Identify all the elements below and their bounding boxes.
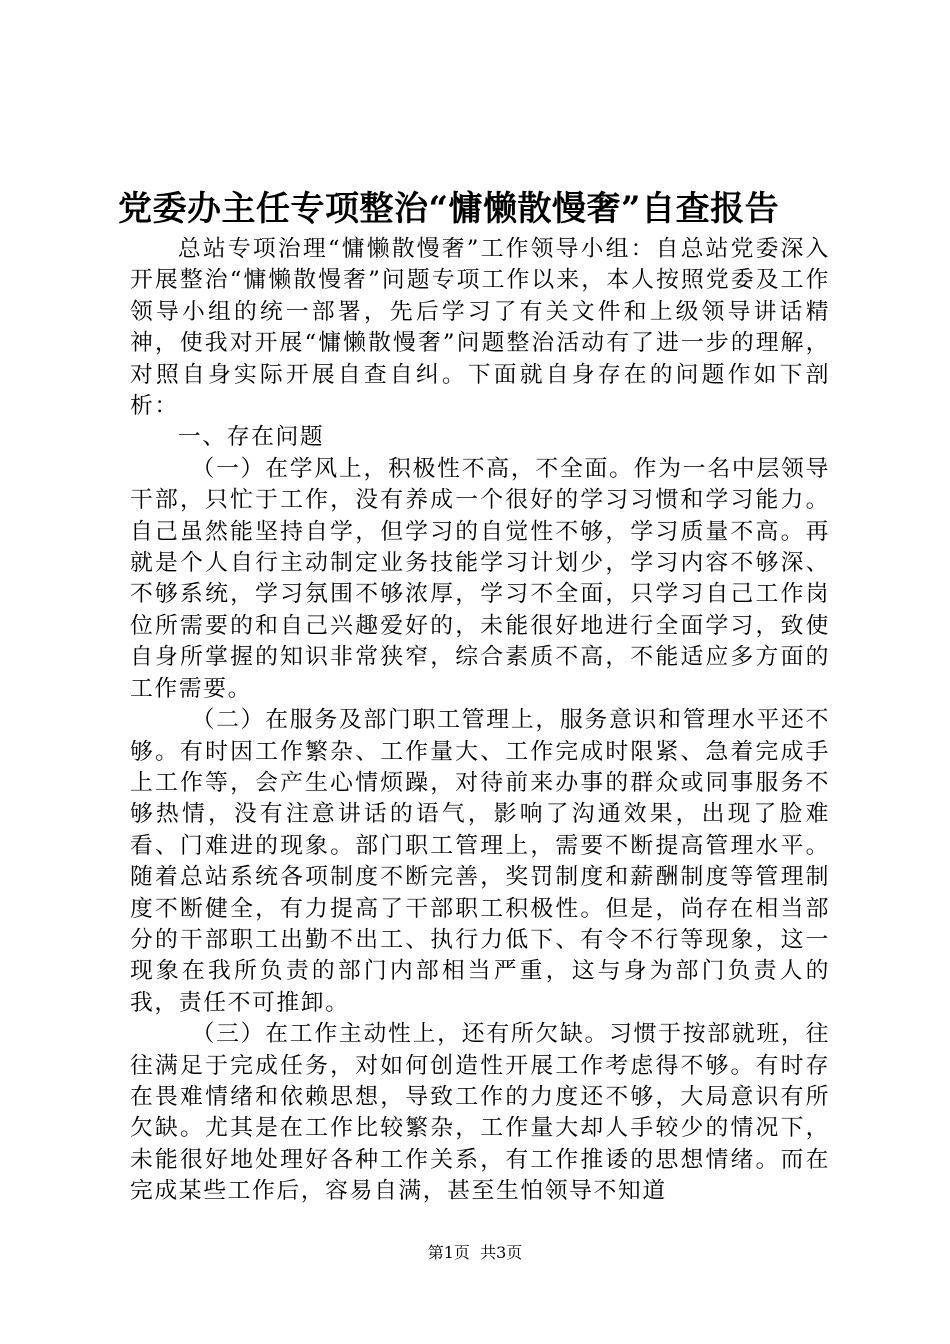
page-footer (0, 1242, 950, 1264)
document-body (130, 234, 830, 1208)
page-number: 第1页 (427, 1243, 470, 1262)
document-title: 党委办主任专项整治“慵懒散慢奢”自查报告 (118, 189, 780, 229)
section-heading: 一、存在问题 (177, 424, 325, 451)
page-total: 共3页 (480, 1243, 523, 1262)
intro-paragraph: 总站专项治理“慵懒散慢奢”工作领导小组：自总站党委深入开展整治“慵懒散慢奢”问题专项工作以来，本人按照党委及工作领导小组的统一部署，先后学习了有关文件和上级领导讲话精神，使我对开展“慵懒散慢奢”问题整治活动有了进一步的理解，对照自身实际开展自查自纠。下面就自身存在的问题作如下剖析： (130, 236, 830, 420)
issue-paragraph-3: （三）在工作主动性上，还有所欠缺。习惯于按部就班，往往满足于完成任务，对如何创造性开展工作考虑得不够。有时存在畏难情绪和依赖思想，导致工作的力度还不够，大局意识有所欠缺。尤其是在工作比较繁杂，工作量大却人手较少的情况下，未能很好地处理好各种工作关系，有工作推诿的思想情绪。而在完成某些工作后，容易自满，甚至生怕领导不知道 (130, 1021, 830, 1205)
issue-paragraph-1: （一）在学风上，积极性不高，不全面。作为一名中层领导干部，只忙于工作，没有养成一个很好的学习习惯和学习能力。自己虽然能坚持自学，但学习的自觉性不够，学习质量不高。再就是个人自行主动制定业务技能学习计划少，学习内容不够深、不够系统，学习氛围不够浓厚，学习不全面，只学习自己工作岗位所需要的和自己兴趣爱好的，未能很好地进行全面学习，致使自身所掌握的知识非常狭窄，综合素质不高，不能适应多方面的工作需要。 (130, 455, 830, 702)
issue-paragraph-2: （二）在服务及部门职工管理上，服务意识和管理水平还不够。有时因工作繁杂、工作量大、工作完成时限紧、急着完成手上工作等，会产生心情烦躁，对待前来办事的群众或同事服务不够热情，没有注意讲话的语气，影响了沟通效果，出现了脸难看、门难进的现象。部门职工管理上，需要不断提高管理水平。随着总站系统各项制度不断完善，奖罚制度和薪酬制度等管理制度不断健全，有力提高了干部职工积极性。但是，尚存在相当部分的干部职工出勤不出工、执行力低下、有令不行等现象，这一现象在我所负责的部门内部相当严重，这与身为部门负责人的我，责任不可推卸。 (130, 707, 830, 1016)
